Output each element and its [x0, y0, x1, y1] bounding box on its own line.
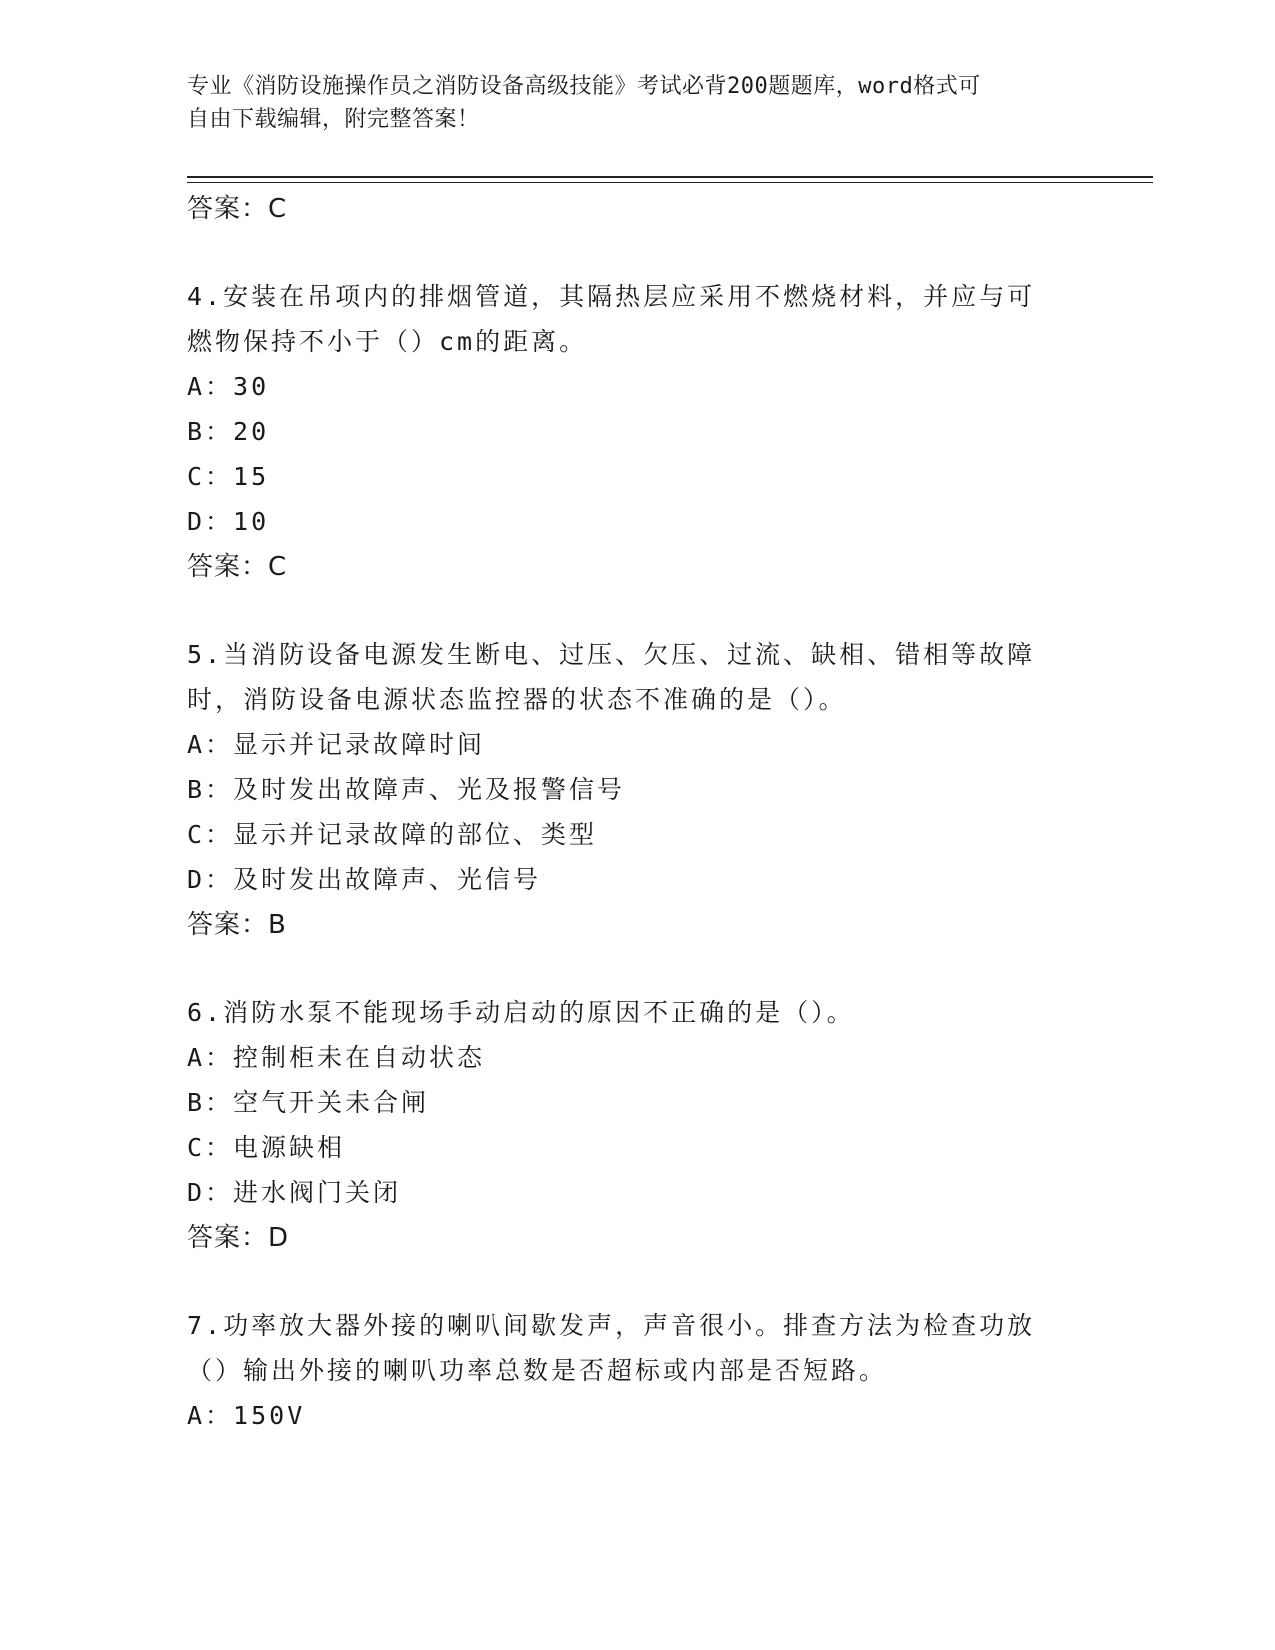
option-c: C：显示并记录故障的部位、类型 [187, 820, 598, 849]
option-d: D：10 [187, 507, 270, 536]
header-divider-thin [187, 182, 1153, 183]
document-header [187, 70, 1067, 136]
option-c: C：电源缺相 [187, 1133, 346, 1162]
question-block [187, 990, 1067, 1261]
question-text-line: （）输出外接的喇叭功率总数是否超标或内部是否短路。 [187, 1356, 888, 1385]
option-c: C：15 [187, 462, 270, 491]
question-text-line: 燃物保持不小于（）cm的距离。 [187, 327, 588, 356]
option-b: B：空气开关未合闸 [187, 1088, 430, 1117]
answer-line: 答案：B [187, 910, 287, 940]
answer-line: 答案：C [187, 194, 288, 224]
option-a: A：显示并记录故障时间 [187, 730, 486, 759]
option-b: B：及时发出故障声、光及报警信号 [187, 775, 626, 804]
question-text-line: 时，消防设备电源状态监控器的状态不准确的是（）。 [187, 685, 847, 714]
spacer [187, 590, 1067, 632]
question-block [187, 274, 1067, 590]
question-list [187, 186, 1067, 1438]
option-a: A：控制柜未在自动状态 [187, 1043, 486, 1072]
header-divider-thick [187, 176, 1153, 178]
question-block [187, 1303, 1067, 1438]
header-line-2: 自由下载编辑，附完整答案！ [187, 107, 480, 132]
spacer [187, 1261, 1067, 1303]
option-d: D：及时发出故障声、光信号 [187, 865, 542, 894]
answer-line: 答案：C [187, 552, 288, 582]
question-text-line: 5.当消防设备电源发生断电、过压、欠压、过流、缺相、错相等故障 [187, 640, 1036, 669]
question-text-line: 4.安装在吊项内的排烟管道，其隔热层应采用不燃烧材料，并应与可 [187, 282, 1036, 311]
option-d: D：进水阀门关闭 [187, 1178, 402, 1207]
question-block [187, 632, 1067, 948]
header-line-1: 专业《消防设施操作员之消防设备高级技能》考试必背200题题库，word格式可 [187, 74, 981, 99]
answer-line: 答案：D [187, 1223, 290, 1253]
spacer [187, 948, 1067, 990]
option-a: A：150V [187, 1401, 306, 1430]
option-b: B：20 [187, 417, 270, 446]
spacer [187, 232, 1067, 274]
option-a: A：30 [187, 372, 270, 401]
question-text-line: 6.消防水泵不能现场手动启动的原因不正确的是（）。 [187, 998, 855, 1027]
question-text-line: 7.功率放大器外接的喇叭间歇发声，声音很小。排查方法为检查功放 [187, 1311, 1036, 1340]
